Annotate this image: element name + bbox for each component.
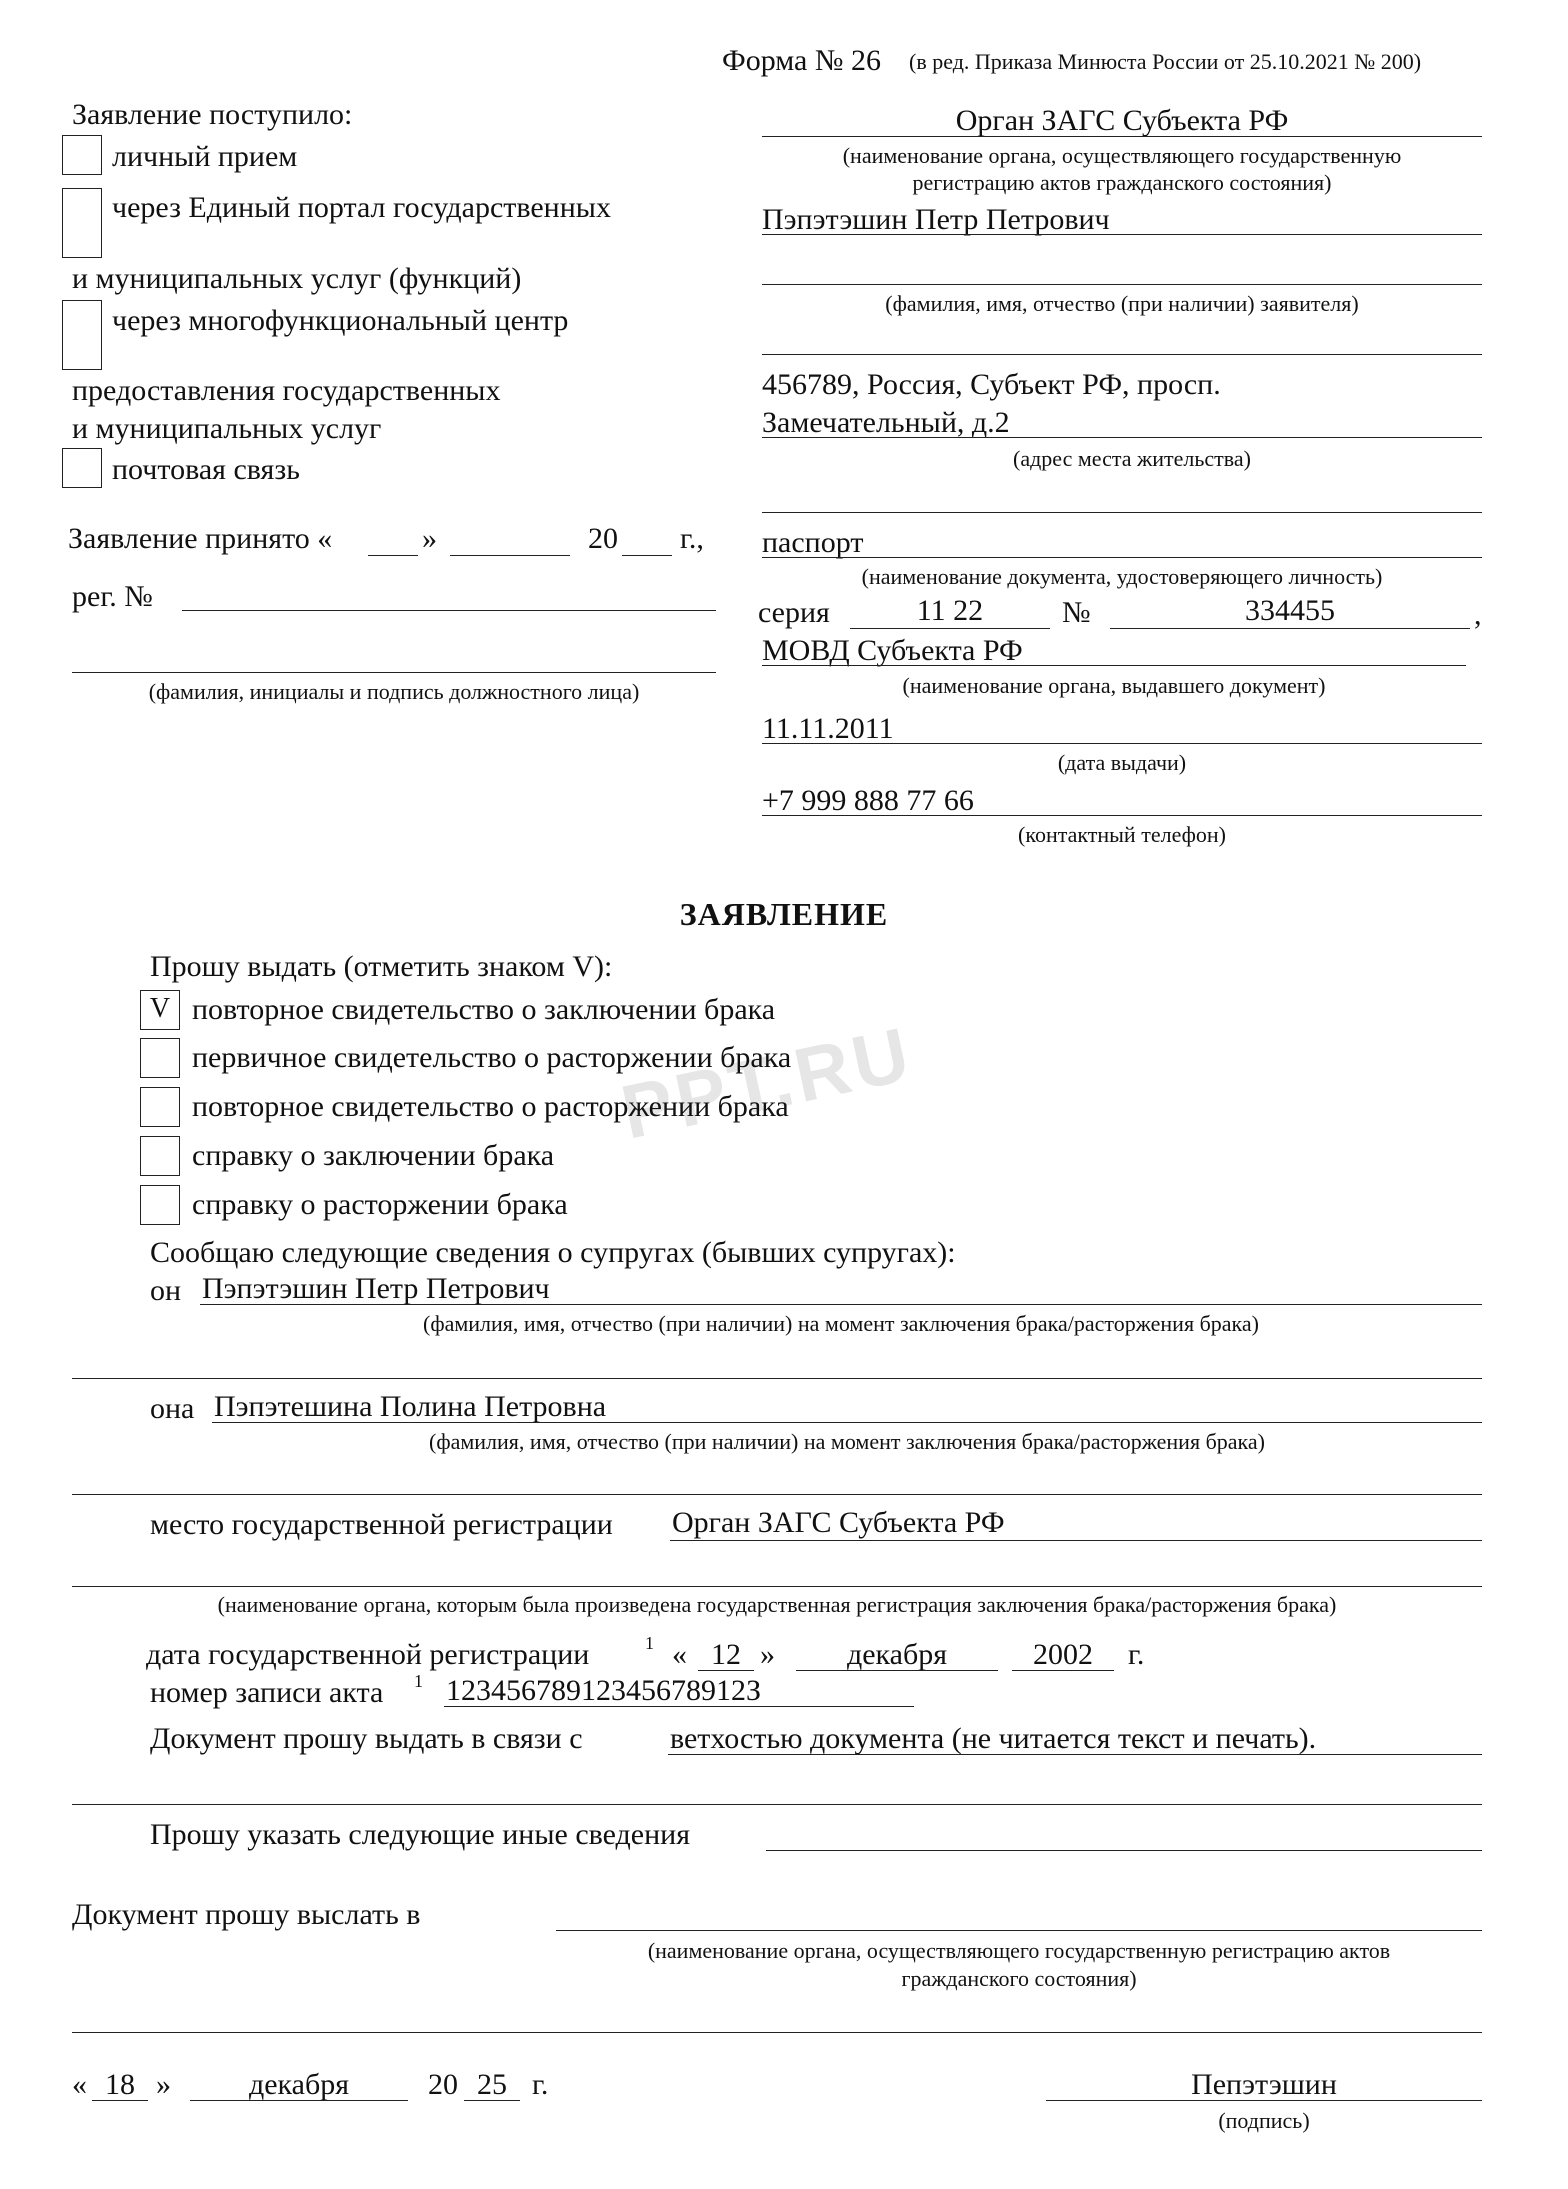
sign-year-prefix: 20 bbox=[428, 2068, 458, 2101]
applicant-name-line2[interactable] bbox=[762, 284, 1482, 285]
phone-value: +7 999 888 77 66 bbox=[762, 784, 974, 817]
issuer-caption: (наименование органа, выдавшего документ) bbox=[902, 673, 1326, 698]
registry-office-line[interactable] bbox=[762, 136, 1482, 137]
act-footnote: 1 bbox=[414, 1671, 423, 1691]
she-label: она bbox=[150, 1392, 195, 1425]
request-checkbox-5[interactable] bbox=[140, 1185, 180, 1225]
official-caption: (фамилия, инициалы и подпись должностного лица) bbox=[148, 679, 640, 704]
form-edition: (в ред. Приказа Минюста России от 25.10.2021 № 200) bbox=[909, 49, 1422, 74]
reg-month-line[interactable] bbox=[796, 1670, 998, 1671]
form-number: Форма № 26 bbox=[722, 44, 881, 77]
place-line[interactable] bbox=[670, 1540, 1482, 1541]
send-line2[interactable] bbox=[72, 2032, 1482, 2033]
reg-month-value: декабря bbox=[846, 1638, 948, 1671]
statement-title: ЗАЯВЛЕНИЕ bbox=[679, 896, 889, 932]
request-label: Прошу выдать (отметить знаком V): bbox=[150, 950, 613, 983]
series-line[interactable] bbox=[850, 628, 1050, 629]
issuer-line[interactable] bbox=[762, 665, 1466, 666]
reg-no-line[interactable] bbox=[182, 610, 716, 611]
option-portal-line2: и муниципальных услуг (функций) bbox=[72, 262, 522, 295]
she-name-line[interactable] bbox=[212, 1422, 1482, 1423]
reg-day-line[interactable] bbox=[698, 1670, 754, 1671]
registry-office-value: Орган ЗАГС Субъекта РФ bbox=[955, 104, 1289, 137]
she-name-value: Пэпэтешина Полина Петровна bbox=[214, 1390, 607, 1423]
reg-year-suffix: г. bbox=[1128, 1638, 1145, 1671]
phone-caption: (контактный телефон) bbox=[1018, 822, 1226, 847]
number-label: № bbox=[1062, 596, 1091, 629]
signature-caption: (подпись) bbox=[1218, 2108, 1310, 2133]
he-caption: (фамилия, имя, отчество (при наличии) на момент заключения брака/расторжения брака) bbox=[423, 1311, 1259, 1336]
reason-label: Документ прошу выдать в связи с bbox=[150, 1722, 583, 1755]
send-line[interactable] bbox=[556, 1930, 1482, 1931]
registry-caption-line1: (наименование органа, осуществляющего государственную bbox=[842, 143, 1402, 168]
phone-line[interactable] bbox=[762, 815, 1482, 816]
intake-title: Заявление поступило: bbox=[72, 98, 353, 131]
reason-line[interactable] bbox=[668, 1754, 1482, 1755]
series-label: серия bbox=[758, 596, 830, 629]
address-line[interactable] bbox=[762, 437, 1482, 438]
accepted-month-line[interactable] bbox=[450, 555, 570, 556]
reg-date-quote-close: » bbox=[760, 1638, 775, 1671]
address-line0[interactable] bbox=[762, 354, 1482, 355]
he-name-line2[interactable] bbox=[72, 1378, 1482, 1379]
reason-line2[interactable] bbox=[72, 1804, 1482, 1805]
issuer-value: МОВД Субъекта РФ bbox=[762, 634, 1023, 667]
id-doc-value: паспорт bbox=[762, 526, 864, 559]
place-value: Орган ЗАГС Субъекта РФ bbox=[672, 1506, 1005, 1539]
place-label: место государственной регистрации bbox=[150, 1508, 613, 1541]
reason-value: ветхостью документа (не читается текст и печать). bbox=[670, 1722, 1317, 1755]
sign-year-line[interactable] bbox=[464, 2100, 520, 2101]
address-value-line2: Замечательный, д.2 bbox=[762, 406, 1010, 439]
he-name-value: Пэпэтэшин Петр Петрович bbox=[202, 1272, 550, 1305]
reg-date-quote-open: « bbox=[672, 1638, 687, 1671]
other-label: Прошу указать следующие иные сведения bbox=[150, 1818, 691, 1851]
send-caption-line2: гражданского состояния) bbox=[901, 1966, 1137, 1991]
option-mfc-line2: предоставления государственных bbox=[72, 374, 501, 407]
request-option-5: справку о расторжении брака bbox=[192, 1188, 568, 1221]
sign-day-line[interactable] bbox=[92, 2100, 148, 2101]
applicant-name-caption: (фамилия, имя, отчество (при наличии) заявителя) bbox=[885, 291, 1359, 316]
she-caption: (фамилия, имя, отчество (при наличии) на момент заключения брака/расторжения брака) bbox=[429, 1429, 1265, 1454]
official-signature-line[interactable] bbox=[72, 672, 716, 673]
address-line2[interactable] bbox=[762, 512, 1482, 513]
option-personal: личный прием bbox=[112, 140, 298, 173]
reg-no-label: рег. № bbox=[72, 580, 153, 613]
checkbox-mfc[interactable] bbox=[62, 300, 102, 370]
checkbox-portal[interactable] bbox=[62, 188, 102, 258]
sign-month-value: декабря bbox=[248, 2068, 350, 2101]
reg-year-value: 2002 bbox=[1033, 1638, 1093, 1671]
place-caption: (наименование органа, которым была произведена государственная регистрация заключения брака/расторжения брака) bbox=[217, 1592, 1337, 1617]
request-option-4: справку о заключении брака bbox=[192, 1139, 555, 1172]
request-checkbox-3[interactable] bbox=[140, 1087, 180, 1127]
send-label: Документ прошу выслать в bbox=[72, 1898, 421, 1931]
sign-year-suffix: г. bbox=[532, 2068, 549, 2101]
accepted-label: Заявление принято « bbox=[68, 522, 333, 555]
number-value: 334455 bbox=[1245, 594, 1335, 627]
request-checkbox-2[interactable] bbox=[140, 1038, 180, 1078]
option-mfc-line3: и муниципальных услуг bbox=[72, 412, 382, 445]
issue-date-value: 11.11.2011 bbox=[762, 712, 894, 745]
reg-date-label: дата государственной регистрации bbox=[146, 1638, 590, 1671]
number-comma: , bbox=[1474, 598, 1482, 631]
accepted-quote-close: » bbox=[422, 522, 437, 555]
he-name-line[interactable] bbox=[200, 1304, 1482, 1305]
other-line[interactable] bbox=[766, 1850, 1482, 1851]
sign-quote-open: « bbox=[72, 2068, 87, 2101]
option-post: почтовая связь bbox=[112, 453, 300, 486]
accepted-day-line[interactable] bbox=[368, 555, 418, 556]
issue-date-caption: (дата выдачи) bbox=[1057, 750, 1187, 775]
reg-date-footnote: 1 bbox=[645, 1633, 654, 1653]
signer-value: Пепэтэшин bbox=[1191, 2068, 1337, 2101]
reg-year-line[interactable] bbox=[1012, 1670, 1114, 1671]
checkbox-post[interactable] bbox=[62, 448, 102, 488]
address-value-line1: 456789, Россия, Субъект РФ, просп. bbox=[762, 368, 1221, 401]
accepted-year-line[interactable] bbox=[622, 555, 672, 556]
sign-month-line[interactable] bbox=[190, 2100, 408, 2101]
accepted-year-suffix: г., bbox=[680, 522, 704, 555]
id-doc-line[interactable] bbox=[762, 557, 1482, 558]
series-value: 11 22 bbox=[916, 594, 984, 627]
place-line2[interactable] bbox=[72, 1586, 1482, 1587]
watermark: PPT.RU bbox=[614, 1011, 920, 1156]
act-number-value: 12345678912345678912З bbox=[446, 1674, 762, 1707]
send-caption-line1: (наименование органа, осуществляющего государственную регистрацию актов bbox=[647, 1938, 1391, 1963]
request-option-3: повторное свидетельство о расторжении брака bbox=[192, 1090, 789, 1123]
reg-day-value: 12 bbox=[711, 1638, 741, 1671]
option-portal-line1: через Единый портал государственных bbox=[112, 191, 611, 224]
request-checkbox-4[interactable] bbox=[140, 1136, 180, 1176]
spouses-intro: Сообщаю следующие сведения о супругах (бывших супругах): bbox=[150, 1236, 956, 1269]
act-label: номер записи акта bbox=[150, 1676, 384, 1709]
act-number-line[interactable] bbox=[444, 1706, 914, 1707]
option-mfc-line1: через многофункциональный центр bbox=[112, 304, 569, 337]
address-caption: (адрес места жительства) bbox=[1013, 446, 1251, 471]
signature-line[interactable] bbox=[1046, 2100, 1482, 2101]
registry-caption-line2: регистрацию актов гражданского состояния) bbox=[912, 170, 1332, 195]
issue-date-line[interactable] bbox=[762, 743, 1482, 744]
applicant-name-value: Пэпэтэшин Петр Петрович bbox=[762, 203, 1110, 236]
accepted-year-prefix: 20 bbox=[588, 522, 618, 555]
id-doc-caption: (наименование документа, удостоверяющего личность) bbox=[861, 564, 1383, 589]
checkbox-personal[interactable] bbox=[62, 135, 102, 175]
request-checkbox-1[interactable] bbox=[140, 990, 180, 1030]
sign-year-value: 25 bbox=[477, 2068, 507, 2101]
request-option-2: первичное свидетельство о расторжении брака bbox=[192, 1041, 792, 1074]
request-option-1: повторное свидетельство о заключении брака bbox=[192, 993, 776, 1026]
she-name-line2[interactable] bbox=[72, 1494, 1482, 1495]
he-label: он bbox=[150, 1274, 182, 1307]
applicant-name-line[interactable] bbox=[762, 234, 1482, 235]
sign-day-value: 18 bbox=[105, 2068, 135, 2101]
check-mark: V bbox=[149, 993, 171, 1024]
sign-quote-close: » bbox=[156, 2068, 171, 2101]
number-line[interactable] bbox=[1110, 628, 1470, 629]
